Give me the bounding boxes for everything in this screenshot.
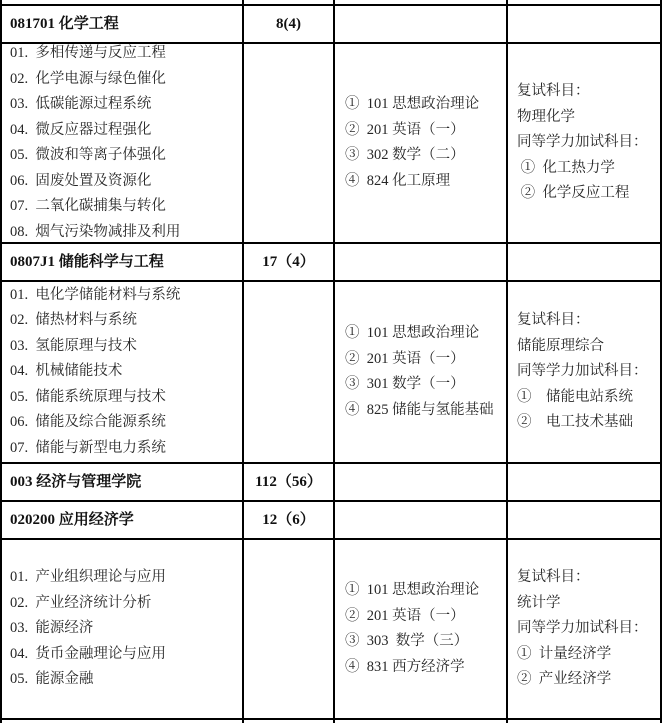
research-direction-item: 01. 多相传递与反应工程: [10, 45, 166, 61]
retest-line: ② 化学反应工程: [517, 185, 630, 202]
program-body-row: [2, 280, 662, 462]
quota-value: 8(4): [276, 16, 301, 32]
program-body-row: [2, 538, 662, 718]
empty-cell: [2, 0, 244, 4]
research-direction-item: 01. 电化学储能材料与系统: [10, 286, 181, 303]
research-direction-item: 05. 微波和等离子体强化: [10, 147, 166, 163]
program-title: 0807J1 储能科学与工程: [10, 254, 164, 270]
quota-cell: [244, 6, 335, 42]
empty-cell: [508, 0, 662, 4]
retest-subjects-cell: [508, 282, 662, 462]
research-directions-cell: [2, 282, 244, 462]
exam-subject-item: ② 201 英语（一）: [345, 121, 465, 138]
retest-line: 物理化学: [517, 108, 575, 125]
exam-subject-item: ② 201 英语（一）: [345, 607, 465, 624]
empty-cell: [244, 540, 335, 718]
exam-subject-item: ① 101 思想政治理论: [345, 96, 480, 112]
quota-value: 17（4）: [262, 254, 315, 270]
program-header-row: [2, 500, 662, 538]
research-direction-item: 08. 烟气污染物减排及利用: [10, 223, 181, 240]
research-direction-item: 02. 产业经济统计分析: [10, 594, 152, 611]
empty-cell: [244, 0, 335, 4]
program-title: 081701 化学工程: [10, 16, 119, 32]
program-body-row: [2, 42, 662, 242]
retest-line: ② 电工技术基础: [517, 414, 633, 431]
retest-line: 同等学力加试科目：: [517, 620, 648, 637]
exam-subject-item: ③ 302 数学（二）: [345, 147, 465, 163]
research-direction-item: 01. 产业组织理论与应用: [10, 569, 166, 586]
retest-line: ① 储能电站系统: [517, 388, 633, 405]
empty-cell: [335, 244, 508, 280]
empty-cell: [335, 6, 508, 42]
program-header-row: [2, 4, 662, 42]
research-direction-item: 04. 机械储能技术: [10, 363, 123, 380]
exam-subject-item: ④ 831 西方经济学: [345, 658, 465, 675]
retest-subjects-cell: [508, 540, 662, 718]
research-direction-item: 03. 低碳能源过程系统: [10, 96, 152, 112]
retest-line: 复试科目：: [517, 312, 590, 329]
retest-line: 统计学: [517, 594, 561, 611]
college-title: 003 经济与管理学院: [10, 474, 142, 490]
program-title: 020200 应用经济学: [10, 512, 134, 528]
table-row-cutoff-top: [2, 0, 662, 4]
program-title-cell: [2, 244, 244, 280]
research-directions-cell: [2, 44, 244, 242]
exam-subject-item: ④ 824 化工原理: [345, 172, 451, 189]
program-header-row: [2, 242, 662, 280]
exam-subject-item: ③ 303 数学（三）: [345, 633, 469, 649]
college-title-cell: [2, 464, 244, 500]
research-direction-item: 02. 储热材料与系统: [10, 312, 137, 329]
program-title-cell: [2, 502, 244, 538]
empty-cell: [508, 244, 662, 280]
empty-cell: [335, 464, 508, 500]
quota-cell: [244, 502, 335, 538]
exam-subject-item: ③ 301 数学（一）: [345, 376, 465, 392]
retest-line: 复试科目：: [517, 569, 590, 586]
exam-subject-item: ① 101 思想政治理论: [345, 582, 480, 598]
research-direction-item: 07. 二氧化碳捕集与转化: [10, 198, 166, 214]
program-title-cell: [2, 6, 244, 42]
table-row-cutoff-bottom: [2, 718, 662, 723]
research-direction-item: 05. 能源金融: [10, 671, 94, 688]
retest-line: 同等学力加试科目：: [517, 363, 648, 380]
empty-cell: [335, 0, 508, 4]
empty-cell: [508, 464, 662, 500]
research-direction-item: 02. 化学电源与绿色催化: [10, 70, 166, 87]
retest-subjects-cell: [508, 44, 662, 242]
empty-cell: [508, 6, 662, 42]
retest-line: 复试科目：: [517, 83, 590, 100]
exam-subject-item: ② 201 英语（一）: [345, 350, 465, 367]
research-direction-item: 06. 储能及综合能源系统: [10, 414, 166, 431]
research-direction-item: 03. 氢能原理与技术: [10, 337, 137, 354]
research-direction-item: 03. 能源经济: [10, 620, 94, 637]
research-direction-item: 07. 储能与新型电力系统: [10, 439, 166, 456]
research-direction-item: 04. 货币金融理论与应用: [10, 645, 166, 662]
retest-line: 同等学力加试科目：: [517, 134, 648, 151]
exam-subjects-cell: [335, 540, 508, 718]
retest-line: 储能原理综合: [517, 337, 604, 354]
retest-line: ① 化工热力学: [517, 159, 615, 176]
empty-cell: [244, 44, 335, 242]
quota-value: 12（6）: [262, 512, 315, 528]
research-directions-cell: [2, 540, 244, 718]
retest-line: ② 产业经济学: [517, 671, 612, 688]
exam-subjects-cell: [335, 44, 508, 242]
research-direction-item: 06. 固废处置及资源化: [10, 172, 152, 189]
quota-cell: [244, 244, 335, 280]
empty-cell: [508, 502, 662, 538]
exam-subject-item: ④ 825 储能与氢能基础: [345, 401, 494, 418]
empty-cell: [335, 502, 508, 538]
exam-subjects-cell: [335, 282, 508, 462]
empty-cell: [244, 282, 335, 462]
quota-cell: [244, 464, 335, 500]
research-direction-item: 05. 储能系统原理与技术: [10, 388, 166, 405]
retest-line: ① 计量经济学: [517, 645, 612, 662]
research-direction-item: 04. 微反应器过程强化: [10, 121, 152, 138]
quota-value: 112（56）: [255, 474, 322, 490]
exam-subject-item: ① 101 思想政治理论: [345, 325, 480, 341]
college-header-row: [2, 462, 662, 500]
